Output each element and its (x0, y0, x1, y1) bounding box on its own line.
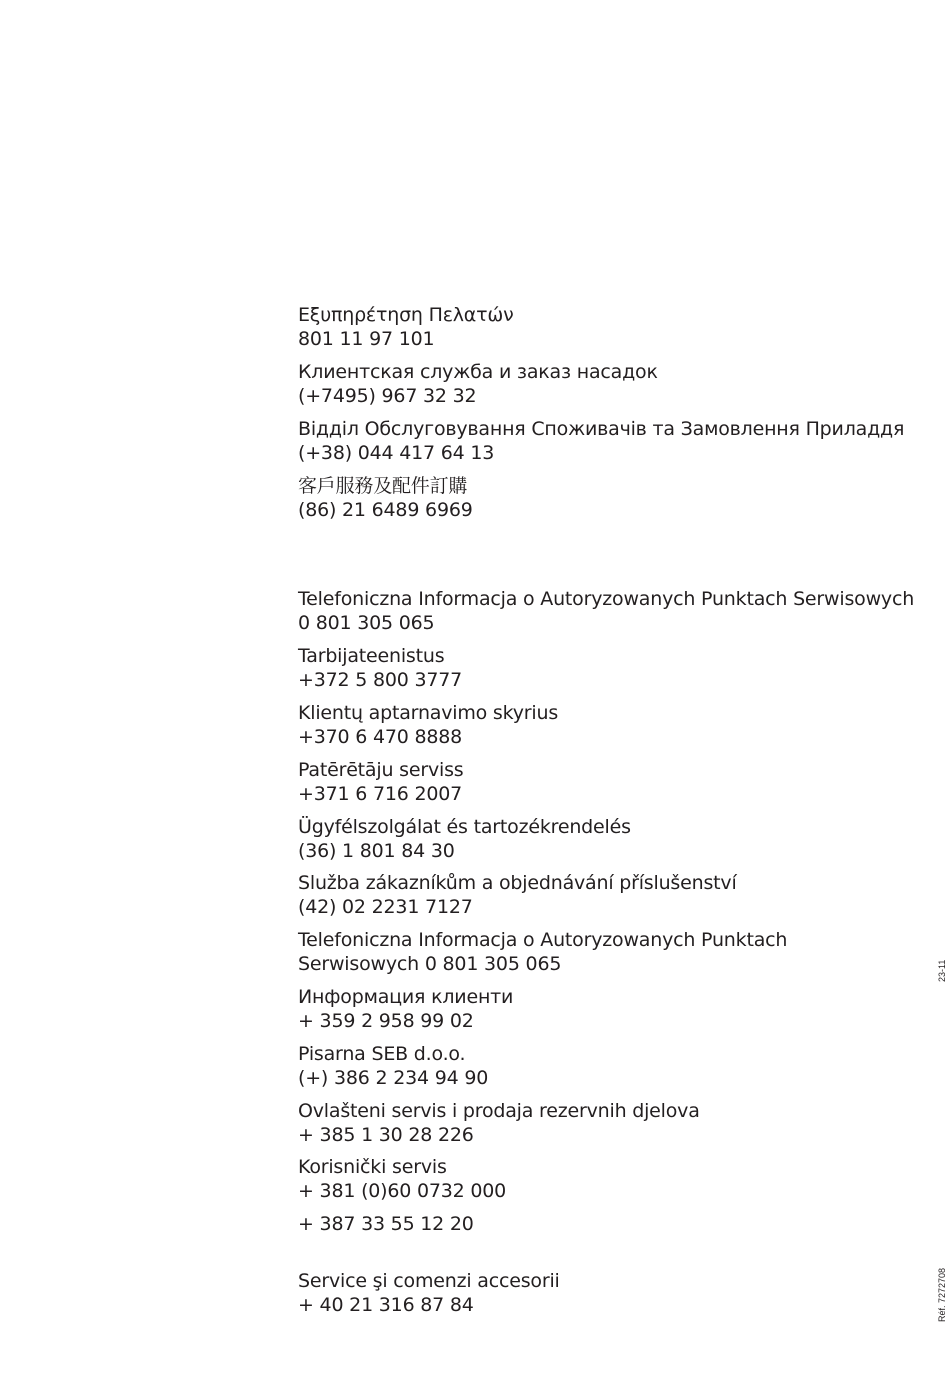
contact-phone: (36) 1 801 84 30 (298, 840, 455, 862)
contact-phone: (86) 21 6489 6969 (298, 499, 473, 521)
contact-label: Telefoniczna Informacja o Autoryzowanych Punktach (298, 929, 788, 951)
contact-phone: (42) 02 2231 7127 (298, 896, 473, 918)
contact-hungary (298, 815, 918, 863)
contact-label: 客戶服務及配件訂購 (298, 475, 468, 497)
contact-poland-2 (298, 928, 918, 976)
contact-phone: (+38) 044 417 64 13 (298, 442, 495, 464)
contact-label: Tarbijateenistus (298, 645, 445, 667)
contact-label: Εξυπηρέτηση Πελατών (298, 304, 514, 326)
contact-poland (298, 587, 918, 635)
contact-label: Korisnički servis (298, 1156, 447, 1178)
contact-label: Информация клиенти (298, 986, 514, 1008)
contact-phone: + 385 1 30 28 226 (298, 1124, 474, 1146)
contact-label: Patērētāju serviss (298, 759, 464, 781)
contact-romania (298, 1269, 918, 1317)
contact-label: Telefoniczna Informacja o Autoryzowanych Punktach Serwisowych (298, 588, 915, 610)
contact-phone: + 387 33 55 12 20 (298, 1213, 474, 1235)
contact-phone: +370 6 470 8888 (298, 726, 463, 748)
reference-number: Réf. 7272708 (937, 1267, 947, 1322)
contact-phone: 0 801 305 065 (298, 612, 435, 634)
contact-phone: + 381 (0)60 0732 000 (298, 1180, 507, 1202)
contact-russia (298, 360, 918, 408)
contact-label: Služba zákazníkům a objednávání příslušenství (298, 872, 737, 894)
contact-label: Клиентская служба и заказ насадок (298, 361, 658, 383)
contact-phone: Serwisowych 0 801 305 065 (298, 953, 562, 975)
contact-label: Klientų aptarnavimo skyrius (298, 702, 559, 724)
date-code: 23-11 (937, 959, 947, 982)
contact-phone: +372 5 800 3777 (298, 669, 463, 691)
contact-label: Ügyfélszolgálat és tartozékrendelés (298, 816, 631, 838)
contact-slovenia (298, 1042, 918, 1090)
contact-phone: +371 6 716 2007 (298, 783, 463, 805)
contact-estonia (298, 644, 918, 692)
contact-phone: (+) 386 2 234 94 90 (298, 1067, 489, 1089)
contact-label: Service şi comenzi accesorii (298, 1270, 560, 1292)
contact-croatia (298, 1099, 918, 1147)
contact-phone: + 40 21 316 87 84 (298, 1294, 474, 1316)
contact-phone: 801 11 97 101 (298, 328, 435, 350)
contact-china (298, 474, 918, 522)
contact-serbia (298, 1155, 918, 1203)
contact-latvia (298, 758, 918, 806)
contact-czech (298, 871, 918, 919)
contact-label: Ovlašteni servis i prodaja rezervnih djelova (298, 1100, 700, 1122)
contact-label: Pisarna SEB d.o.o. (298, 1043, 466, 1065)
contact-phone: (+7495) 967 32 32 (298, 385, 477, 407)
contact-lithuania (298, 701, 918, 749)
contact-label: Відділ Обслуговування Споживачів та Замовлення Приладдя (298, 418, 905, 440)
contact-bosnia (298, 1212, 918, 1236)
contact-phone: + 359 2 958 99 02 (298, 1010, 474, 1032)
contact-ukraine (298, 417, 918, 465)
contact-bulgaria (298, 985, 918, 1033)
contact-greece (298, 303, 918, 351)
